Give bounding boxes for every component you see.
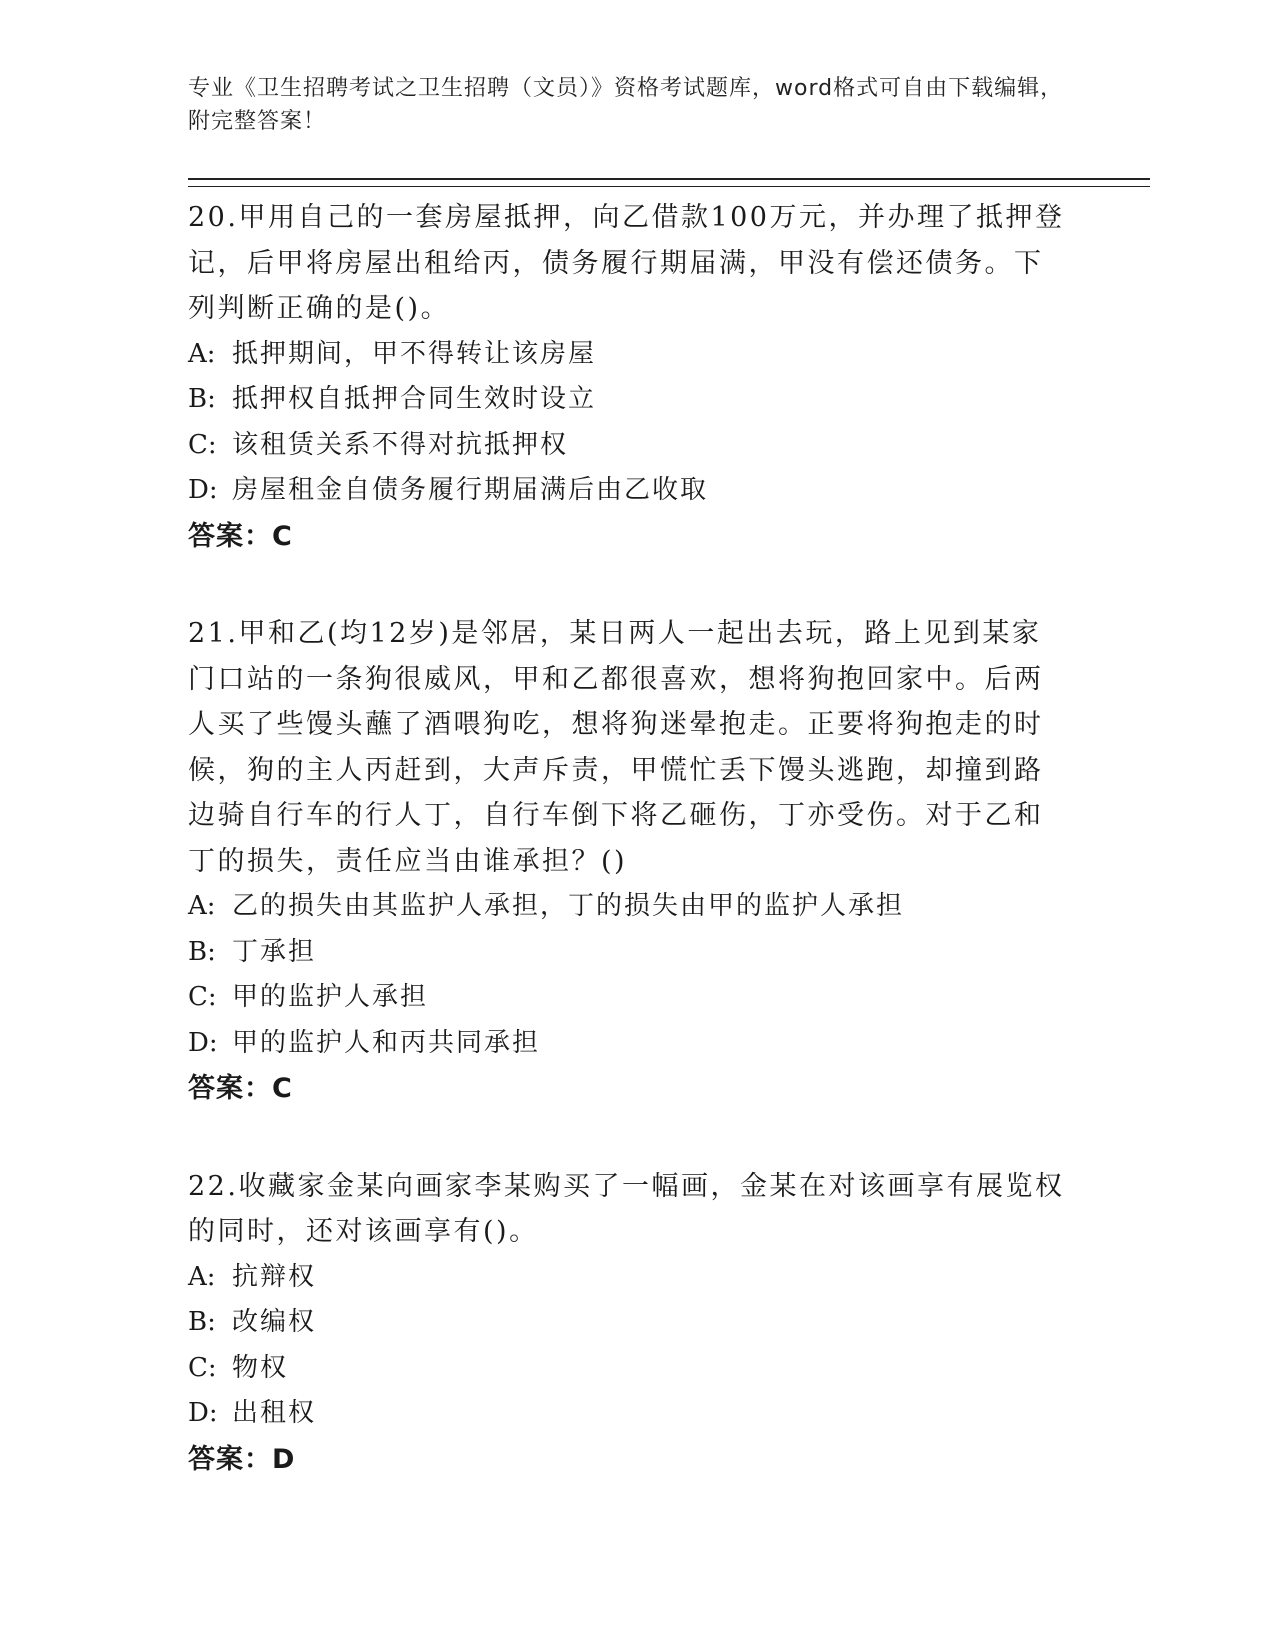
option-text: 丁承担 <box>232 936 317 967</box>
option-key: C: <box>188 429 217 460</box>
option-key: B: <box>188 936 216 967</box>
option-text: 物权 <box>232 1352 289 1383</box>
option-a <box>188 884 1150 930</box>
header-divider <box>188 178 1150 187</box>
option-text: 抗辩权 <box>232 1261 317 1292</box>
question-20 <box>188 195 1150 559</box>
option-c <box>188 1346 1150 1392</box>
option-key: B: <box>188 384 216 414</box>
option-text: 房屋租金自债务履行期届满后由乙收取 <box>232 475 709 505</box>
option-d <box>188 1021 1150 1067</box>
answer-line: 答案：C <box>188 520 293 552</box>
question-stem: 22.收藏家金某向画家李某购买了一幅画，金某在对该画享有展览权的同时，还对该画享有()。 <box>188 1170 1065 1247</box>
option-text: 抵押权自抵押合同生效时设立 <box>232 384 597 414</box>
document-page <box>188 72 1150 1482</box>
option-c <box>188 975 1150 1021</box>
option-key: D: <box>188 1398 218 1428</box>
option-a <box>188 332 1150 378</box>
document-header: 专业《卫生招聘考试之卫生招聘（文员）》资格考试题库，word格式可自由下载编辑，附完整答案！ <box>188 76 1064 134</box>
option-b <box>188 377 1150 423</box>
option-a <box>188 1255 1150 1301</box>
option-key: C: <box>188 1352 217 1383</box>
option-text: 乙的损失由其监护人承担，丁的损失由甲的监护人承担 <box>232 891 905 921</box>
option-text: 甲的监护人和丙共同承担 <box>232 1027 541 1058</box>
option-d <box>188 1391 1150 1437</box>
option-key: A: <box>188 891 216 921</box>
option-d <box>188 468 1150 514</box>
option-b <box>188 1300 1150 1346</box>
option-key: C: <box>188 982 217 1012</box>
question-stem: 20.甲用自己的一套房屋抵押，向乙借款100万元，并办理了抵押登记，后甲将房屋出租给丙，债务履行期届满，甲没有偿还债务。下列判断正确的是()。 <box>188 202 1065 324</box>
option-key: D: <box>188 475 218 505</box>
option-text: 改编权 <box>232 1307 317 1337</box>
option-text: 抵押期间，甲不得转让该房屋 <box>232 338 597 369</box>
option-key: D: <box>188 1027 218 1058</box>
answer-line: 答案：C <box>188 1073 293 1104</box>
option-key: A: <box>188 1261 216 1292</box>
option-key: A: <box>188 338 216 369</box>
option-text: 该租赁关系不得对抗抵押权 <box>232 429 569 460</box>
option-key: B: <box>188 1307 216 1337</box>
option-text: 出租权 <box>232 1398 317 1428</box>
question-stem: 21.甲和乙(均12岁)是邻居，某日两人一起出去玩，路上见到某家门口站的一条狗很威风，甲和乙都很喜欢，想将狗抱回家中。后两人买了些馒头蘸了酒喂狗吃，想将狗迷晕抱走。正要将狗抱走的时候，狗的主人丙赶到，大声斥责，甲慌忙丢下馒头逃跑，却撞到路边骑自行车的行人丁，自行车倒下将乙砸伤，丁亦受伤。对于乙和丁的损失，责任应当由谁承担？() <box>188 618 1044 877</box>
option-b <box>188 930 1150 976</box>
answer-line: 答案：D <box>188 1443 296 1475</box>
option-text: 甲的监护人承担 <box>232 982 429 1012</box>
option-c <box>188 423 1150 469</box>
question-21 <box>188 611 1150 1112</box>
question-22 <box>188 1164 1150 1483</box>
